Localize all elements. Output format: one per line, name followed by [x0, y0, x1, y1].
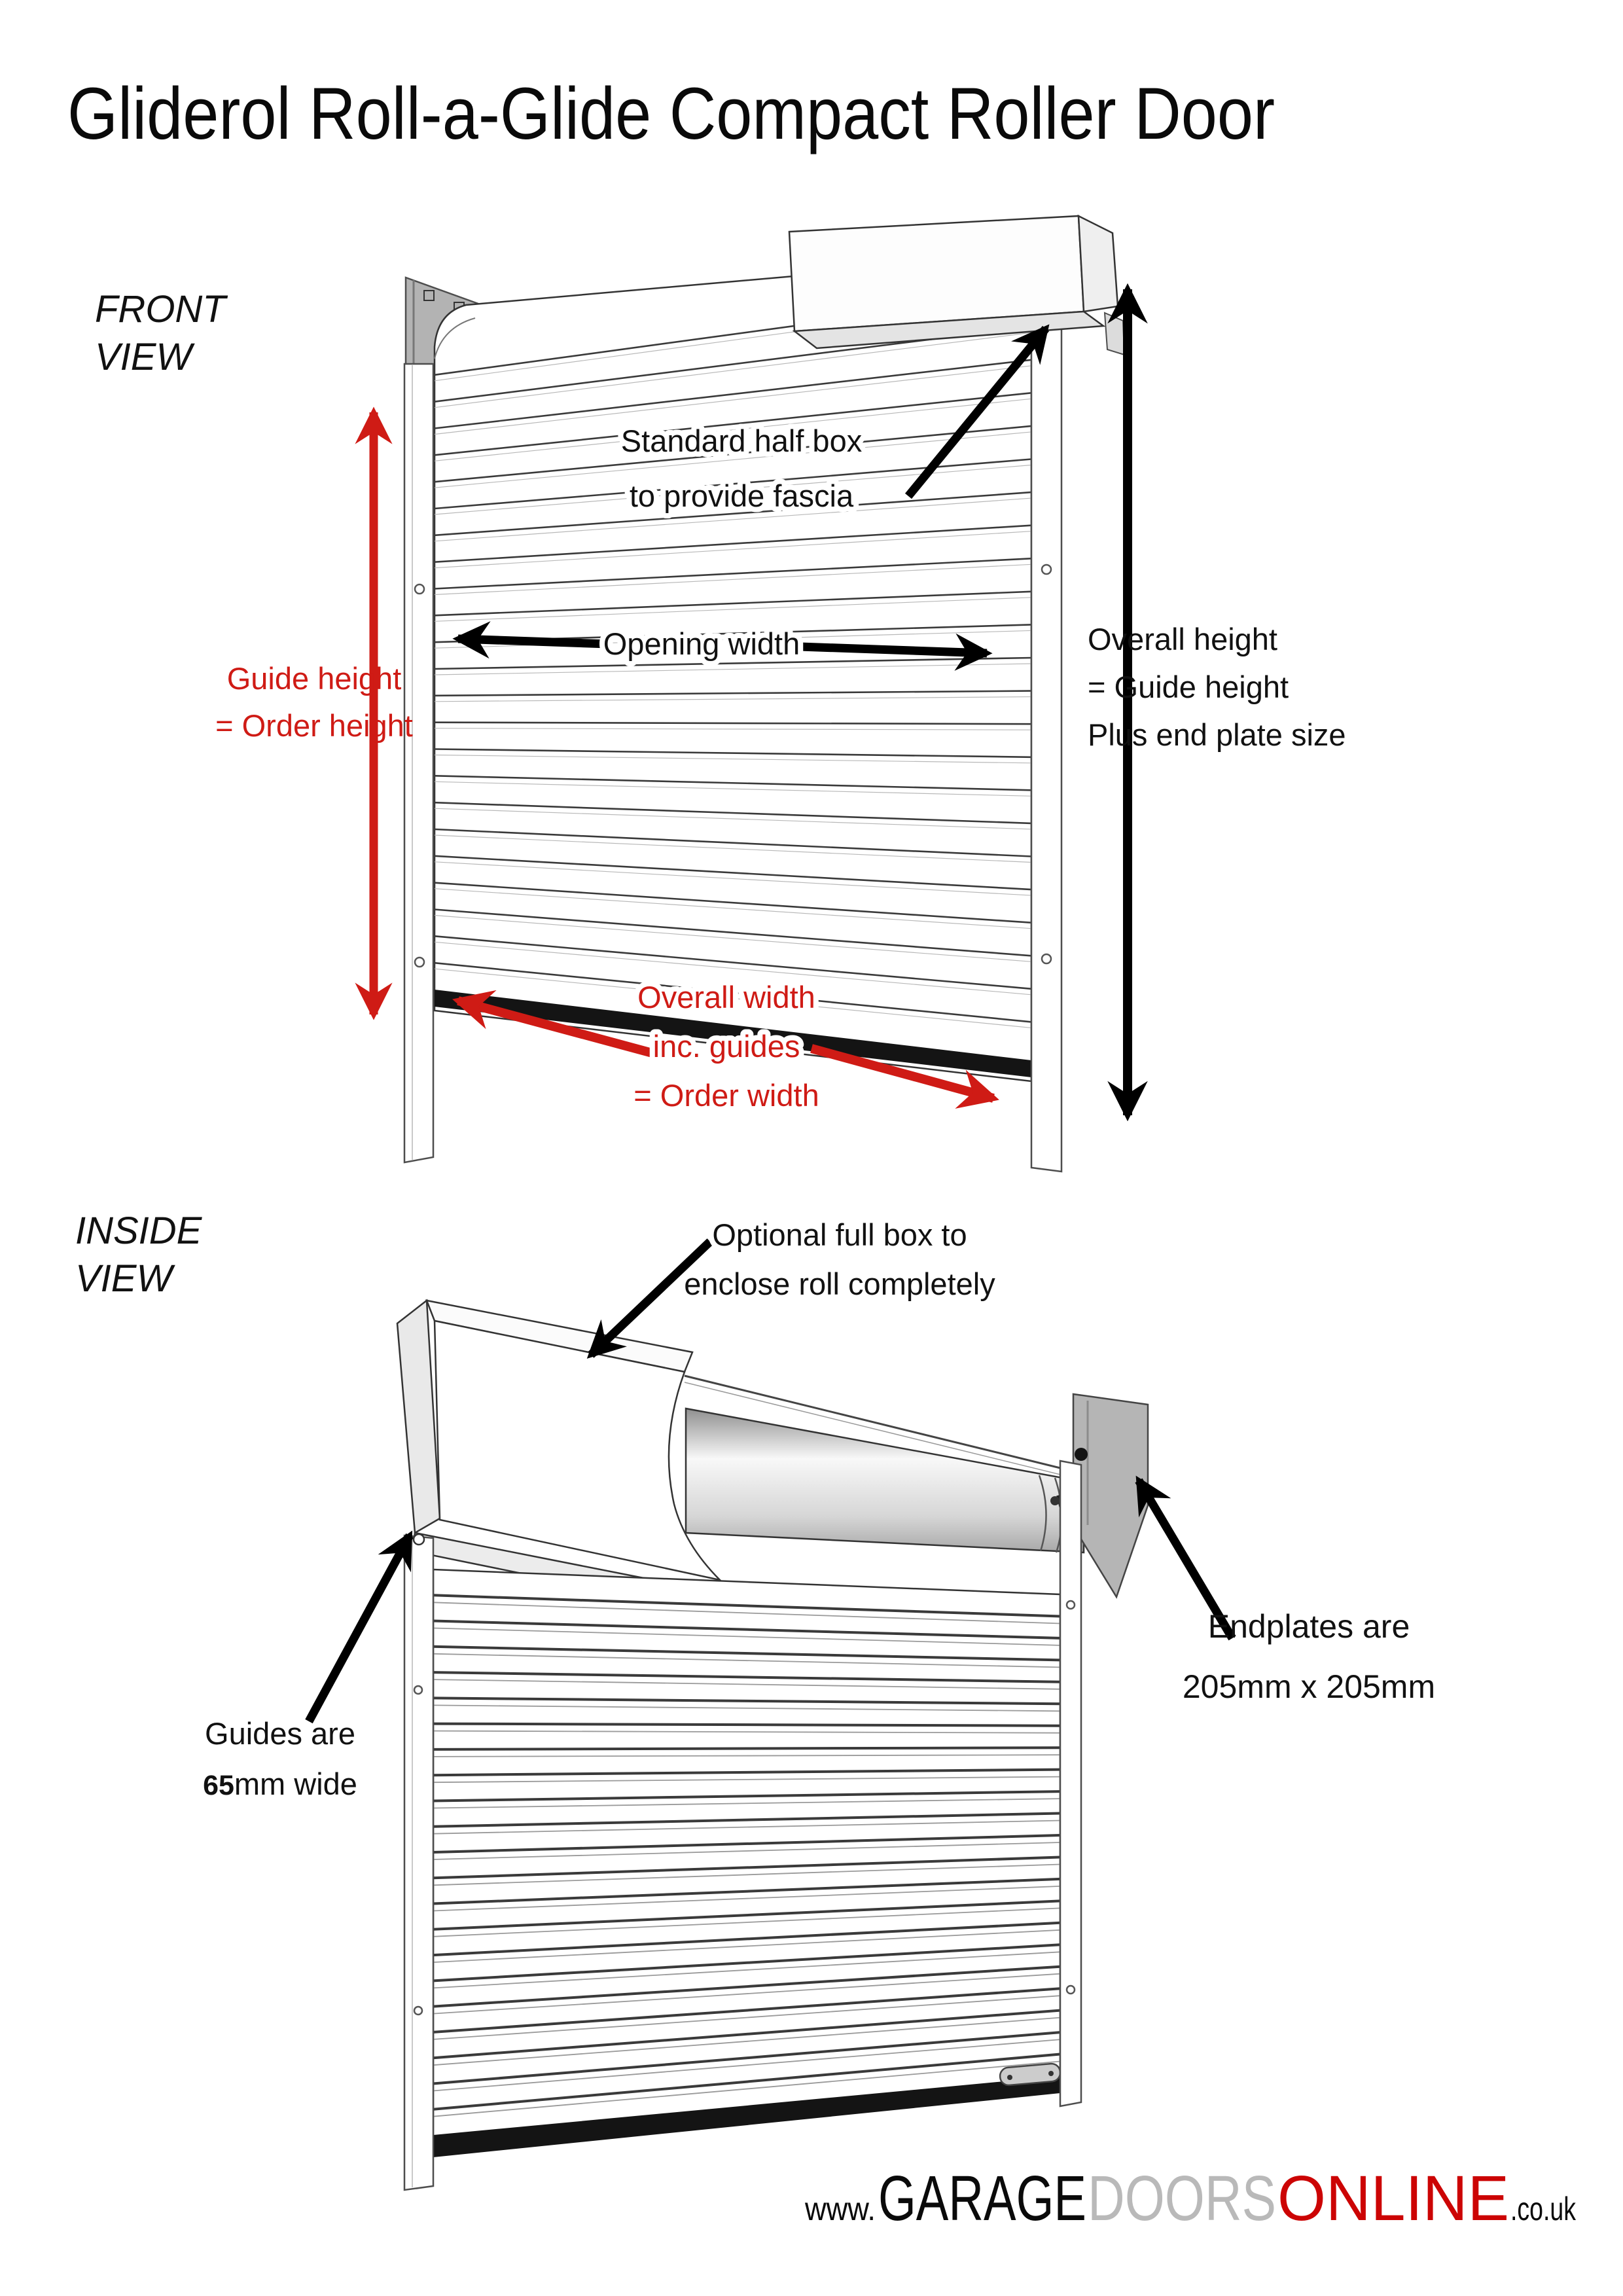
overall-width-label-line1: Overall width: [637, 980, 815, 1014]
front-left-guide: [404, 364, 433, 1162]
guide-height-label-line2: = Order height: [215, 708, 413, 743]
front-right-guide: [1031, 295, 1061, 1172]
overall-width-label-line2: inc. guides: [652, 1029, 800, 1064]
logo-doors: DOORS: [1088, 2162, 1276, 2234]
full-box-label-line2: enclose roll completely: [684, 1266, 995, 1301]
logo-garage: GARAGE: [878, 2162, 1086, 2234]
inside-view-drawing: [397, 1300, 1148, 2190]
inside-view-label-line1: INSIDE: [75, 1210, 202, 1252]
opening-width-arrow-left: [458, 639, 609, 644]
front-half-box: [789, 216, 1124, 355]
half-box-label-line1: Standard half box: [620, 423, 863, 458]
inside-full-box: [397, 1300, 720, 1613]
full-box-label-line1: Optional full box to: [712, 1217, 967, 1252]
overall-width-label-line3: = Order width: [633, 1078, 819, 1113]
opening-width-label: Opening width: [603, 626, 800, 661]
endplates-label-line1: Endplates are: [1207, 1608, 1410, 1645]
inside-view-label-line2: VIEW: [75, 1257, 173, 1300]
front-right-bracket: [1105, 313, 1124, 355]
inside-right-guide: [1060, 1461, 1081, 2106]
guides-label-line1: Guides are: [205, 1716, 355, 1751]
front-view-label-line1: FRONT: [95, 288, 226, 331]
footer-logo: [804, 2162, 1577, 2234]
inside-door-curtain: [433, 1570, 1061, 2157]
endplates-label-line2: 205mm x 205mm: [1182, 1668, 1436, 1705]
guides-label-line2: 65mm wide: [203, 1767, 357, 1801]
guides-arrow: [309, 1535, 410, 1721]
half-box-label-line2: to provide fascia: [629, 478, 854, 513]
front-door-curtain: [435, 255, 1031, 1081]
page-title: Gliderol Roll-a-Glide Compact Roller Door: [67, 73, 1275, 154]
logo-online: ONLINE: [1277, 2162, 1509, 2234]
overall-height-label-line1: Overall height: [1088, 622, 1277, 656]
guide-height-label-line1: Guide height: [226, 661, 402, 696]
endplate-pin: [1075, 1448, 1088, 1461]
inside-left-guide: [404, 1534, 433, 2190]
overall-height-label-line2: = Guide height: [1088, 670, 1289, 704]
front-view-label-line2: VIEW: [95, 336, 192, 378]
inside-roller-drum: [686, 1408, 1084, 1552]
logo-couk: .co.uk: [1510, 2191, 1577, 2227]
logo-www: www.: [804, 2191, 876, 2227]
overall-height-label-line3: Plus end plate size: [1088, 717, 1346, 752]
